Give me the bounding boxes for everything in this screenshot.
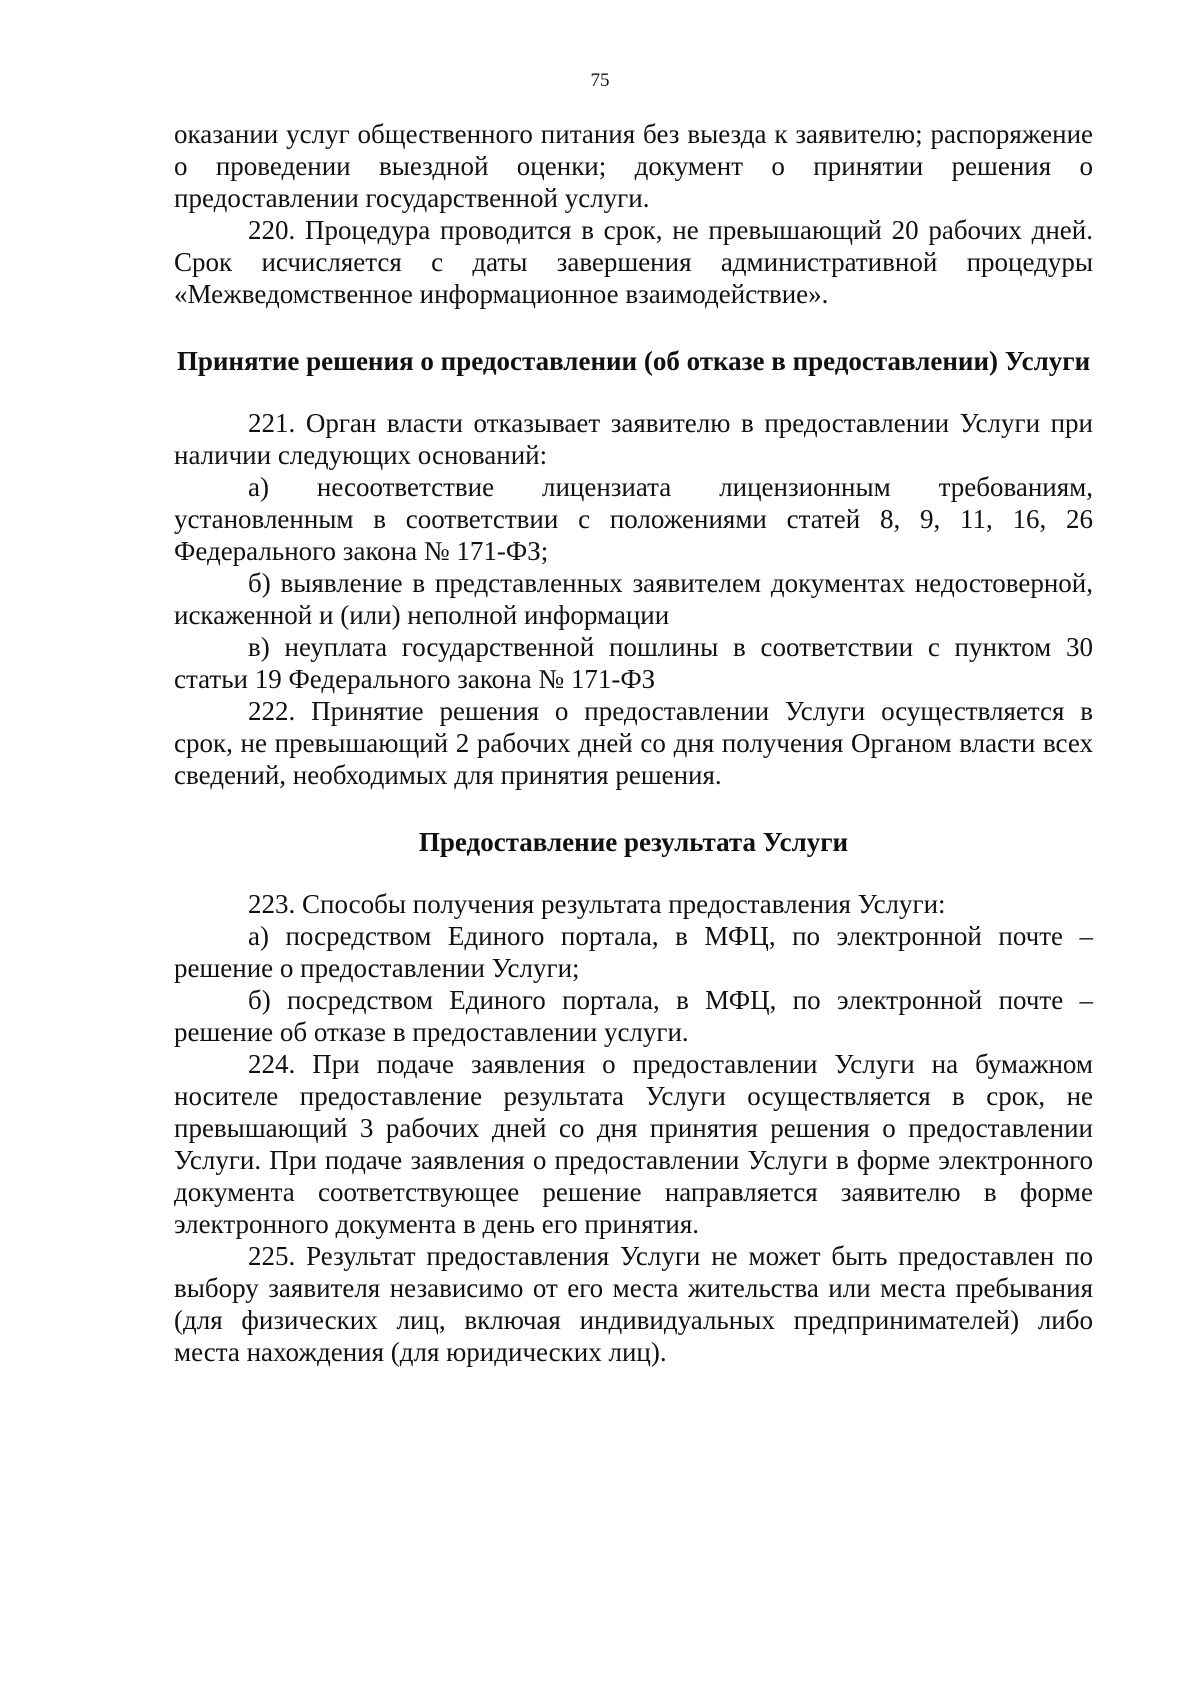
paragraph-222: 222. Принятие решения о предоставлении Услуги осуществляется в срок, не превышающий 2 рабочих дней со дня получения Органом власти всех сведений, необходимых для принятия решения. bbox=[174, 696, 1093, 790]
paragraph-221: 221. Орган власти отказывает заявителю в предоставлении Услуги при наличии следующих оснований: bbox=[174, 408, 1093, 470]
spacer bbox=[174, 858, 1093, 888]
section-heading-decision: Принятие решения о предоставлении (об отказе в предоставлении) Услуги bbox=[176, 346, 1091, 376]
paragraph-220: 220. Процедура проводится в срок, не превышающий 20 рабочих дней. Срок исчисляется с даты завершения административной процедуры «Межведомственное информационное взаимодействие». bbox=[174, 215, 1093, 309]
document-body bbox=[174, 118, 1093, 1368]
paragraph-continuation: оказании услуг общественного питания без выезда к заявителю; распоряжение о проведении выездной оценки; документ о принятии решения о предоставлении государственной услуги. bbox=[174, 119, 1093, 213]
page-number: 75 bbox=[590, 70, 610, 91]
spacer bbox=[174, 377, 1093, 407]
paragraph-225: 225. Результат предоставления Услуги не может быть предоставлен по выбору заявителя независимо от его места жительства или места пребывания (для физических лиц, включая индивидуальных предпринимателей) либо места нахождения (для юридических лиц). bbox=[174, 1241, 1093, 1367]
spacer bbox=[174, 310, 1093, 345]
spacer bbox=[174, 791, 1093, 826]
paragraph-223: 223. Способы получения результата предоставления Услуги: bbox=[248, 889, 946, 919]
paragraph-224: 224. При подаче заявления о предоставлении Услуги на бумажном носителе предоставление результата Услуги осуществляется в срок, не превышающий 3 рабочих дней со дня принятия решения о предоставлении Услуги. При подаче заявления о предоставлении Услуги в форме электронного документа соответствующее решение направляется заявителю в форме электронного документа в день его принятия. bbox=[174, 1049, 1093, 1239]
paragraph-221-c: в) неуплата государственной пошлины в соответствии с пунктом 30 статьи 19 Федерального закона № 171-ФЗ bbox=[174, 632, 1093, 694]
paragraph-221-a: а) несоответствие лицензиата лицензионным требованиям, установленным в соответствии с положениями статей 8, 9, 11, 16, 26 Федерального закона № 171-ФЗ; bbox=[174, 472, 1093, 566]
paragraph-221-b: б) выявление в представленных заявителем документах недостоверной, искаженной и (или) неполной информации bbox=[174, 568, 1093, 630]
paragraph-223-b: б) посредством Единого портала, в МФЦ, по электронной почте – решение об отказе в предоставлении услуги. bbox=[174, 985, 1093, 1047]
section-heading-result: Предоставление результата Услуги bbox=[418, 827, 849, 857]
paragraph-223-a: а) посредством Единого портала, в МФЦ, по электронной почте – решение о предоставлении Услуги; bbox=[174, 921, 1093, 983]
